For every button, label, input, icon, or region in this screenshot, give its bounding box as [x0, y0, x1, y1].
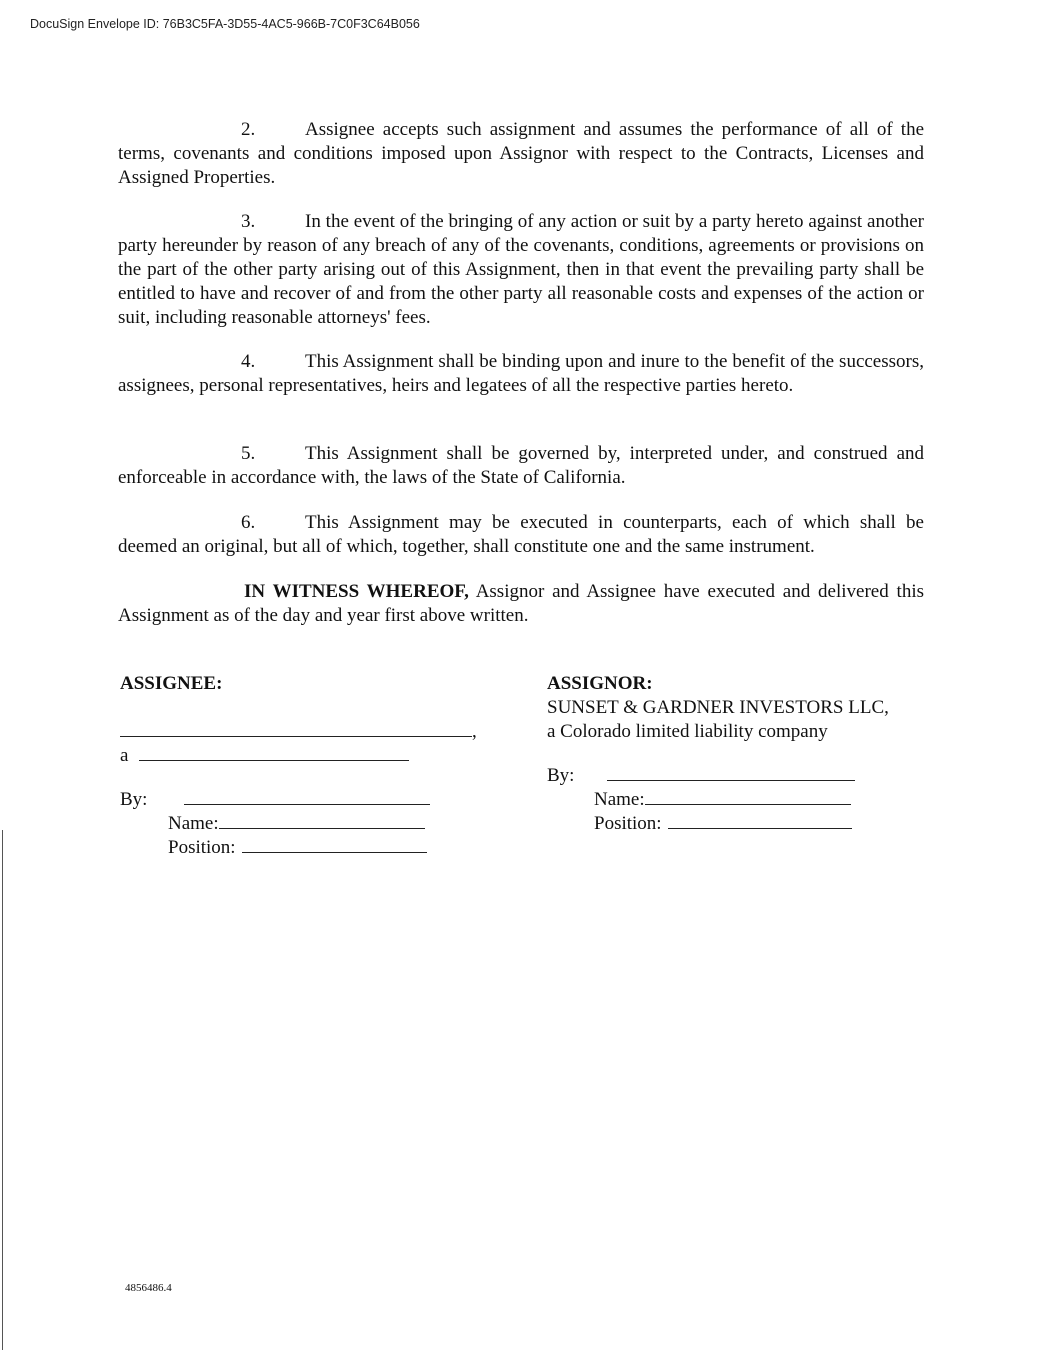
paragraph-number: 5.	[241, 443, 256, 464]
assignee-by-label: By:	[120, 789, 148, 810]
witness-bold: IN WITNESS WHEREOF,	[244, 581, 469, 602]
paragraph-number: 3.	[241, 211, 256, 232]
paragraph-4	[118, 350, 924, 398]
docusign-envelope-id: DocuSign Envelope ID: 76B3C5FA-3D55-4AC5-966B-7C0F3C64B056	[30, 17, 420, 31]
assignee-heading: ASSIGNEE:	[120, 673, 223, 694]
assignee-position-label: Position:	[168, 837, 236, 858]
assignee-comma: ,	[472, 721, 477, 742]
assignor-block	[547, 672, 947, 842]
assignor-name-label: Name:	[594, 789, 645, 810]
assignor-entity: SUNSET & GARDNER INVESTORS LLC,	[547, 697, 889, 718]
assignee-block	[120, 672, 500, 862]
paragraph-text: This Assignment shall be governed by, interpreted under, and construed and enforceable in accordance with, the laws of the State of California.	[118, 443, 924, 488]
assignor-position-label: Position:	[594, 813, 662, 834]
assignee-position-field[interactable]	[168, 836, 427, 860]
paragraph-number: 6.	[241, 512, 256, 533]
assignor-by-label: By:	[547, 765, 575, 786]
paragraph-6	[118, 511, 924, 559]
assignor-position-field[interactable]	[594, 812, 852, 836]
paragraph-text: Assignee accepts such assignment and assumes the performance of all of the terms, covenants and conditions imposed upon Assignor with respect to the Contracts, Licenses and Assigned Properties.	[118, 119, 924, 188]
paragraph-2	[118, 118, 924, 190]
paragraph-text: This Assignment may be executed in counterparts, each of which shall be deemed an original, but all of which, together, shall constitute one and the same instrument.	[118, 512, 924, 557]
paragraph-3	[118, 210, 924, 330]
assignee-name-label: Name:	[168, 813, 219, 834]
paragraph-text: This Assignment shall be binding upon and inure to the benefit of the successors, assignees, personal representatives, heirs and legatees of all the respective parties hereto.	[118, 351, 924, 396]
paragraph-5	[118, 442, 924, 490]
witness-text: Assignor and Assignee have executed and delivered this Assignment as of the day and year first above written.	[118, 581, 925, 626]
paragraph-number: 2.	[241, 119, 256, 140]
assignee-name-line[interactable]	[120, 720, 477, 744]
assignee-by-line[interactable]	[120, 788, 430, 812]
witness-clause	[118, 580, 924, 628]
assignee-name-field[interactable]	[168, 812, 425, 836]
document-number: 4856486.4	[125, 1282, 172, 1294]
assignor-heading: ASSIGNOR:	[547, 673, 653, 694]
assignee-entity-line[interactable]	[120, 744, 409, 768]
scan-margin-line	[2, 830, 3, 1350]
paragraph-text: In the event of the bringing of any action or suit by a party hereto against another party hereunder by reason of any breach of any of the covenants, conditions, agreements or provisions on the part of the other party arising out of this Assignment, then in that event the prevailing party shall be entitled to have and recover of and from the other party all reasonable costs and expenses of the action or suit, including reasonable attorneys' fees.	[118, 211, 924, 328]
paragraph-number: 4.	[241, 351, 256, 372]
assignee-a-label: a	[120, 745, 129, 766]
assignor-name-field[interactable]	[594, 788, 851, 812]
assignor-description: a Colorado limited liability company	[547, 721, 828, 742]
assignor-by-line[interactable]	[547, 764, 855, 788]
